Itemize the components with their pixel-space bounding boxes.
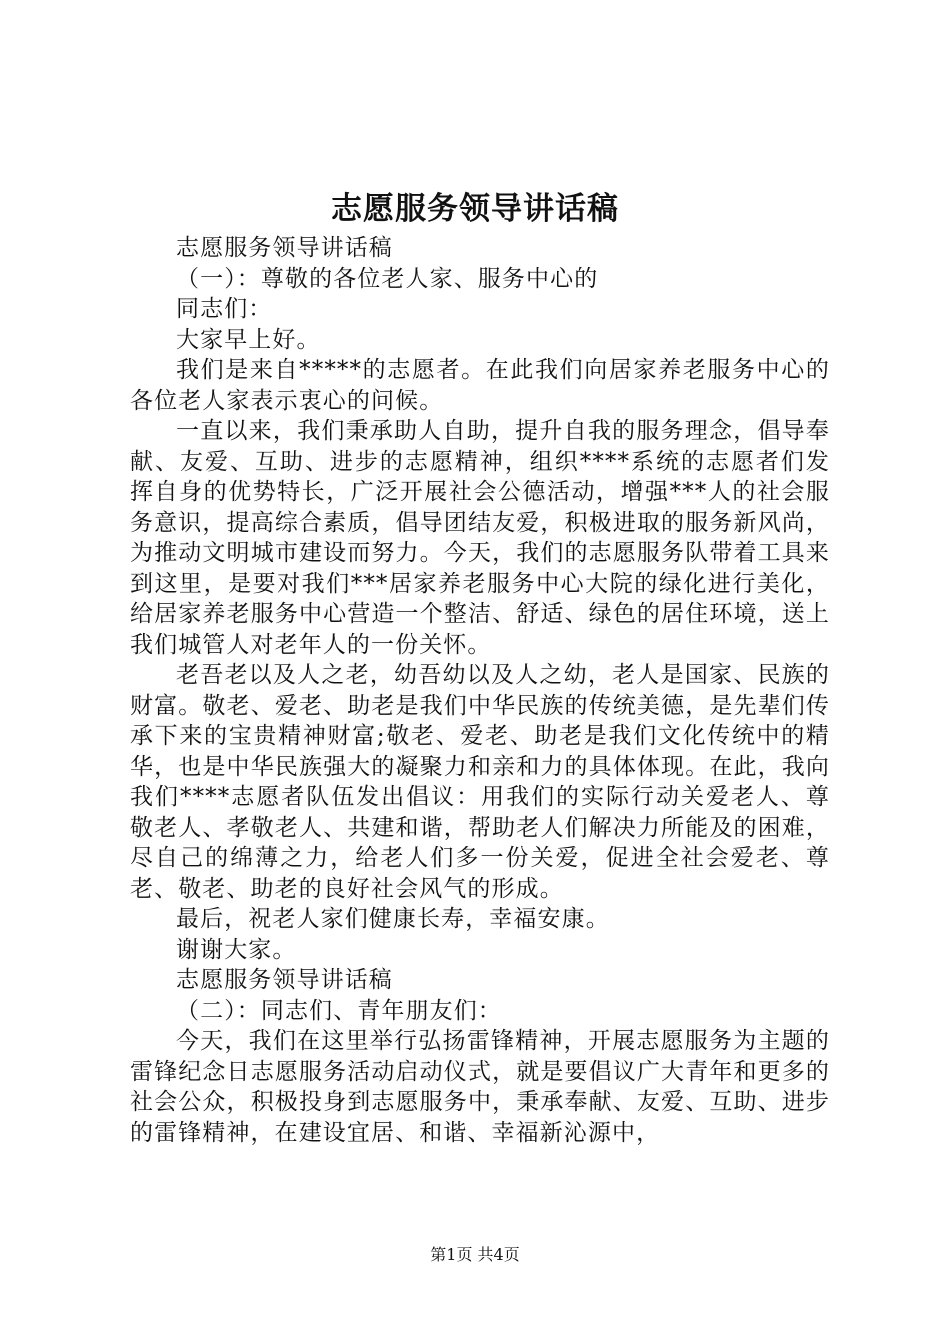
paragraph: 志愿服务领导讲话稿 — [176, 967, 393, 993]
document-title: 志愿服务领导讲话稿 — [331, 191, 619, 227]
paragraph: 谢谢大家。 — [176, 936, 297, 963]
paragraph: 我们是来自*****的志愿者。在此我们向居家养老服务中心的各位老人家表示衷心的问候。 — [130, 357, 830, 414]
paragraph: 最后，祝老人家们健康长寿，幸福安康。 — [176, 906, 610, 932]
paragraph: 同志们： — [176, 296, 273, 322]
paragraph: （一）：尊敬的各位老人家、服务中心的 — [176, 265, 599, 292]
paragraph: （二）：同志们、青年朋友们： — [176, 997, 502, 1024]
paragraph: 一直以来，我们秉承助人自助，提升自我的服务理念，倡导奉献、友爱、互助、进步的志愿精神，组织****系统的志愿者们发挥自身的优势特长，广泛开展社会公德活动，增强***人的社会服务意识，提高综合素质，倡导团结友爱，积极进取的服务新风尚，为推动文明城市建设而努力。今天，我们的志愿服务队带着工具来到这里，是要对我们***居家养老服务中心大院的绿化进行美化，给居家养老服务中心营造一个整洁、舒适、绿色的居住环境，送上我们城管人对老年人的一份关怀。 — [130, 418, 830, 658]
paragraph: 今天，我们在这里举行弘扬雷锋精神，开展志愿服务为主题的雷锋纪念日志愿服务活动启动仪式，就是要倡议广大青年和更多的社会公众，积极投身到志愿服务中，秉承奉献、友爱、互助、进步的雷锋精神，在建设宜居、和谐、幸福新沁源中， — [130, 1028, 830, 1146]
document-body — [130, 233, 830, 1148]
paragraph: 老吾老以及人之老，幼吾幼以及人之幼，老人是国家、民族的财富。敬老、爱老、助老是我们中华民族的传统美德，是先辈们传承下来的宝贵精神财富;敬老、爱老、助老是我们文化传统中的精华，也是中华民族强大的凝聚力和亲和力的具体体现。在此，我向我们****志愿者队伍发出倡议：用我们的实际行动关爱老人、尊敬老人、孝敬老人、共建和谐，帮助老人们解决力所能及的困难，尽自己的绵薄之力，给老人们多一份关爱，促进全社会爱老、尊老、敬老、助老的良好社会风气的形成。 — [130, 662, 830, 902]
page-footer: 第1页 共4页 — [430, 1245, 520, 1264]
paragraph: 志愿服务领导讲话稿 — [176, 235, 393, 261]
paragraph: 大家早上好。 — [176, 326, 321, 353]
